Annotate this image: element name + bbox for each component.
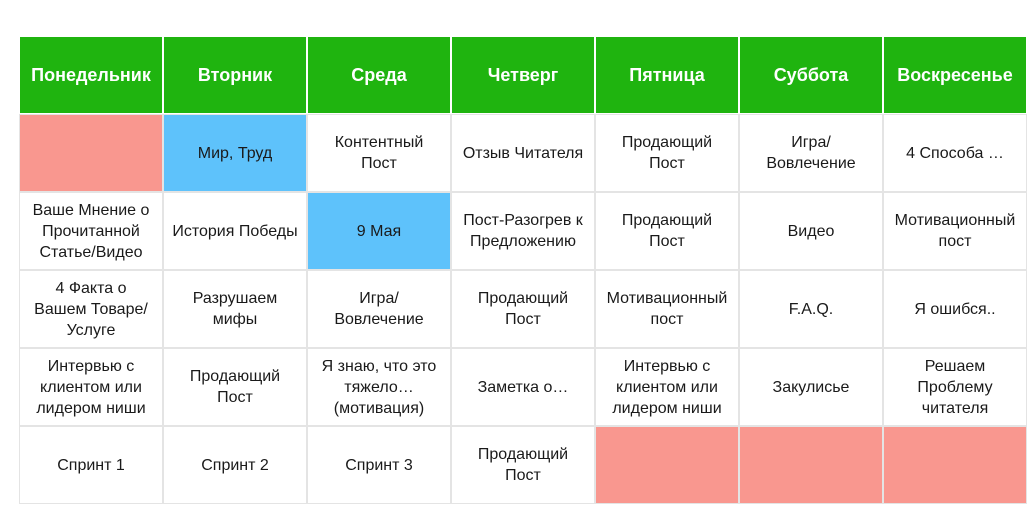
table-cell-r1-tuesday: Мир, Труд [164, 115, 306, 191]
table-cell-r2-friday: Продающий Пост [596, 193, 738, 269]
table-cell-r2-saturday: Видео [740, 193, 882, 269]
header-friday: Пятница [596, 37, 738, 113]
table-cell-r4-sunday: Решаем Проблему читателя [884, 349, 1026, 425]
table-cell-r1-sunday: 4 Способа … [884, 115, 1026, 191]
table-cell-r4-saturday: Закулисье [740, 349, 882, 425]
table-cell-r2-wednesday: 9 Мая [308, 193, 450, 269]
table-cell-r1-saturday: Игра/ Вовлечение [740, 115, 882, 191]
table-cell-r2-monday: Ваше Мнение о Прочитанной Статье/Видео [20, 193, 162, 269]
header-tuesday: Вторник [164, 37, 306, 113]
table-cell-r3-saturday: F.A.Q. [740, 271, 882, 347]
table-cell-r2-sunday: Мотивационный пост [884, 193, 1026, 269]
table-cell-r1-wednesday: Контентный Пост [308, 115, 450, 191]
header-saturday: Суббота [740, 37, 882, 113]
header-sunday: Воскресенье [884, 37, 1026, 113]
table-cell-r1-thursday: Отзыв Читателя [452, 115, 594, 191]
table-cell-r5-friday-empty [596, 427, 738, 503]
table-cell-r4-thursday: Заметка о… [452, 349, 594, 425]
table-cell-r2-tuesday: История Победы [164, 193, 306, 269]
content-calendar-table [20, 37, 1026, 503]
table-cell-r3-friday: Мотивационный пост [596, 271, 738, 347]
table-cell-r4-friday: Интервью с клиентом или лидером ниши [596, 349, 738, 425]
table-cell-r4-tuesday: Продающий Пост [164, 349, 306, 425]
table-cell-r5-tuesday: Спринт 2 [164, 427, 306, 503]
table-cell-r1-friday: Продающий Пост [596, 115, 738, 191]
table-cell-r5-wednesday: Спринт 3 [308, 427, 450, 503]
table-cell-r5-saturday-empty [740, 427, 882, 503]
header-monday: Понедельник [20, 37, 162, 113]
table-cell-r3-monday: 4 Факта о Вашем Товаре/ Услуге [20, 271, 162, 347]
table-cell-r3-wednesday: Игра/ Вовлечение [308, 271, 450, 347]
table-cell-r4-wednesday: Я знаю, что это тяжело… (мотивация) [308, 349, 450, 425]
table-cell-r4-monday: Интервью с клиентом или лидером ниши [20, 349, 162, 425]
table-cell-r1-monday-empty [20, 115, 162, 191]
header-thursday: Четверг [452, 37, 594, 113]
table-cell-r5-sunday-empty [884, 427, 1026, 503]
table-cell-r5-thursday: Продающий Пост [452, 427, 594, 503]
table-cell-r3-tuesday: Разрушаем мифы [164, 271, 306, 347]
table-cell-r3-sunday: Я ошибся.. [884, 271, 1026, 347]
header-wednesday: Среда [308, 37, 450, 113]
table-cell-r2-thursday: Пост-Разогрев к Предложению [452, 193, 594, 269]
table-cell-r3-thursday: Продающий Пост [452, 271, 594, 347]
table-cell-r5-monday: Спринт 1 [20, 427, 162, 503]
